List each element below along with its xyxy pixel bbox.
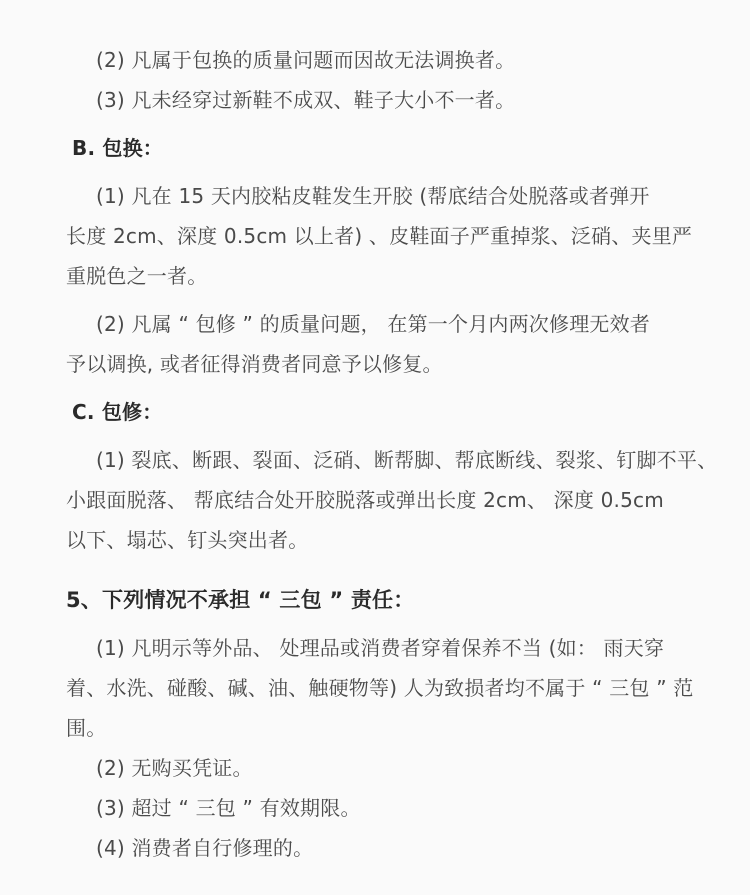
paragraph-line: 重脱色之一者。 — [66, 264, 208, 288]
paragraph-line: 小跟面脱落、 帮底结合处开胶脱落或弹出长度 2cm、 深度 0.5cm — [66, 488, 664, 512]
paragraph-line: (3) 超过 “ 三包 ” 有效期限。 — [96, 796, 361, 820]
paragraph-line: (1) 裂底、断跟、裂面、泛硝、断帮脚、帮底断线、裂浆、钉脚不平、 — [96, 448, 718, 472]
paragraph-line: 以下、塌芯、钉头突出者。 — [66, 528, 309, 552]
paragraph-line: (2) 凡属 “ 包修 ” 的质量问题， 在第一个月内两次修理无效者 — [96, 312, 650, 336]
paragraph-line: (3) 凡未经穿过新鞋不成双、鞋子大小不一者。 — [96, 88, 516, 112]
paragraph-line: (2) 凡属于包换的质量问题而因故无法调换者。 — [96, 48, 516, 72]
subsection-heading-c: C. 包修： — [72, 400, 163, 424]
paragraph-line: (1) 凡明示等外品、 处理品或消费者穿着保养不当 (如： 雨天穿 — [96, 636, 665, 660]
paragraph-line: 予以调换, 或者征得消费者同意予以修复。 — [66, 352, 443, 376]
subsection-heading-b: B. 包换： — [72, 136, 164, 160]
paragraph-line: 围。 — [66, 716, 107, 740]
paragraph-line: 长度 2cm、深度 0.5cm 以上者) 、皮鞋面子严重掉浆、泛硝、夹里严 — [66, 224, 693, 248]
paragraph-line: (4) 消费者自行修理的。 — [96, 836, 314, 860]
paragraph-line: 着、水洗、碰酸、碱、油、触硬物等) 人为致损者均不属于 “ 三包 ” 范 — [66, 676, 694, 700]
paragraph-line: (2) 无购买凭证。 — [96, 756, 253, 780]
paragraph-line: (1) 凡在 15 天内胶粘皮鞋发生开胶 (帮底结合处脱落或者弹开 — [96, 184, 650, 208]
section-heading-5: 5、下列情况不承担 “ 三包 ” 责任： — [66, 588, 415, 612]
